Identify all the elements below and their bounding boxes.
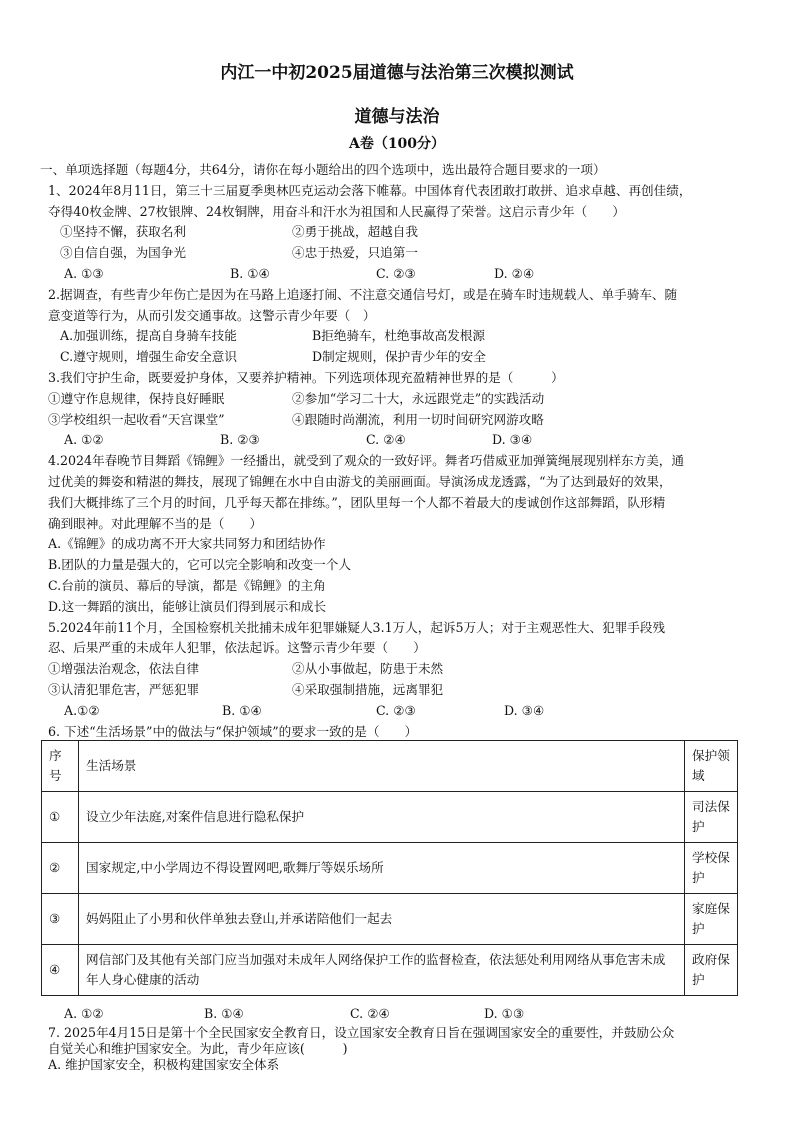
table-cell-scene: 国家规定,中小学周边不得设置网吧,歌舞厅等娱乐场所 [79, 843, 685, 894]
q3-item-2: ②参加“学习二十大，永远跟党走”的实践活动 [292, 390, 545, 406]
q5-item-3: ③认清犯罪危害，严惩犯罪 [48, 681, 200, 697]
table-row [42, 792, 738, 843]
q3-item-4: ④跟随时尚潮流，利用一切时间研究网游攻略 [292, 411, 544, 427]
q1-option-a: A. ①③ [64, 265, 104, 281]
q1-item-4: ④忠于热爱，只追第一 [292, 245, 418, 261]
q2-option-a: A.加强训练，提高自身骑车技能 [60, 328, 237, 344]
table-cell-scene: 网信部门及其他有关部门应当加强对未成年人网络保护工作的监督检查，依法惩处利用网络从事危害未成年人身心健康的活动 [79, 945, 685, 996]
q4-option-d: D.这一舞蹈的演出，能够让演员们得到展示和成长 [48, 598, 327, 614]
q1-item-1: ①坚持不懈，获取名利 [60, 224, 186, 240]
q3-option-d: D. ③④ [492, 432, 533, 448]
q5-option-a: A.①② [64, 702, 100, 718]
q2-option-c: C.遵守规则，增强生命安全意识 [60, 349, 237, 365]
table-header-scene: 生活场景 [79, 741, 685, 792]
table-row [42, 945, 738, 996]
q1-item-3: ③自信自强，为国争光 [60, 245, 186, 261]
q6-table [41, 740, 738, 996]
q2-option-b: B拒绝骑车，杜绝事故高发根源 [312, 328, 485, 344]
table-cell-index: ④ [42, 945, 79, 996]
q3-option-c: C. ②④ [366, 432, 406, 448]
table-cell-index: ① [42, 792, 79, 843]
q3-option-a: A. ①② [64, 432, 104, 448]
table-cell-domain: 家庭保护 [685, 894, 738, 945]
after-table [48, 1004, 756, 1073]
table-row [42, 843, 738, 894]
exam-title: 内江一中初2025届道德与法治第三次模拟测试 [220, 63, 574, 83]
q1-stem-1: 1、2024年8月11日，第三十三届夏季奥林匹克运动会落下帷幕。中国体育代表团敢打敢拼、追求卓越、再创佳绩， [48, 182, 692, 198]
q1-stem-2: 夺得40枚金牌、27枚银牌、24枚铜牌，用奋斗和汗水为祖国和人民赢得了荣誉。这启示青少年（ ） [48, 203, 626, 219]
table-header-domain: 保护领域 [685, 741, 738, 792]
q1-item-2: ②勇于挑战，超越自我 [292, 224, 418, 240]
instructions: 一、单项选择题（每题4分，共64分，请你在每小题给出的四个选项中，选出最符合题目要求的一项） [40, 162, 606, 177]
q5-stem-1: 5.2024年前11个月，全国检察机关批捕未成年犯罪嫌疑人3.1万人，起诉5万人；对于主观恶性大、犯罪手段残 [48, 619, 666, 635]
q1-option-b: B. ①④ [230, 265, 270, 281]
q7-stem-2: 自觉关心和维护国家安全。为此，青少年应该( ) [48, 1040, 348, 1056]
table-cell-index: ③ [42, 894, 79, 945]
q3-item-3: ③学校组织一起收看“天宫课堂” [48, 411, 225, 427]
table-cell-domain: 学校保护 [685, 843, 738, 894]
q4-option-c: C.台前的演员、幕后的导演，都是《锦鲤》的主角 [48, 577, 326, 593]
table-row [42, 894, 738, 945]
q3-stem: 3.我们守护生命，既要爱护身体，又要养护精神。下列选项体现充盈精神世界的是（ ） [48, 369, 564, 385]
q1-option-d: D. ②④ [494, 265, 535, 281]
q4-option-a: A.《锦鲤》的成功离不开大家共同努力和团结协作 [48, 536, 326, 552]
q5-stem-2: 忍、后果严重的未成年人犯罪，依法起诉。这警示青少年要（ ） [48, 640, 426, 656]
table-cell-scene: 设立少年法庭,对案件信息进行隐私保护 [79, 792, 685, 843]
q7-stem-1: 7. 2025年4月15日是第十个全民国家安全教育日，设立国家安全教育日旨在强调国家安全的重要性，并鼓励公众 [48, 1024, 675, 1040]
q2-option-d: D制定规则，保护青少年的安全 [312, 349, 486, 365]
q3-option-b: B. ②③ [220, 432, 260, 448]
q5-option-c: C. ②③ [376, 702, 416, 718]
q5-option-b: B. ①④ [222, 702, 262, 718]
q4-stem-4: 确到眼神。对此理解不当的是（ ） [48, 515, 263, 531]
questions [40, 160, 756, 742]
q2-stem-2: 意变道等行为，从而引发交通事故。这警示青少年要（ ） [48, 307, 376, 323]
q6-option-a: A. ①② [64, 1006, 104, 1021]
table-cell-domain: 政府保护 [685, 945, 738, 996]
q4-stem-1: 4.2024年春晚节目舞蹈《锦鲤》一经播出，就受到了观众的一致好评。舞者巧借威亚加弹簧绳展现别样东方美，通 [48, 453, 684, 469]
section-title: A卷（100分） [348, 136, 446, 152]
q5-option-d: D. ③④ [504, 702, 545, 718]
q7-option-a: A. 维护国家安全，积极构建国家安全体系 [48, 1056, 280, 1072]
q4-option-b: B.团队的力量是强大的，它可以完全影响和改变一个人 [48, 557, 351, 573]
table-header-row [42, 741, 738, 792]
q6-option-d: D. ①③ [484, 1006, 525, 1021]
q4-stem-3: 我们大概排练了三个月的时间，几乎每天都在排练。”，团队里每一个人都不着最大的虔诚创作这部舞蹈，队形精 [48, 494, 666, 510]
q4-stem-2: 过优美的舞姿和精湛的舞技，展现了锦鲤在水中自由游戈的美丽画面。导演汤成龙透露，“为了达到最好的效果， [48, 473, 672, 489]
q2-stem-1: 2.据调查，有些青少年伤亡是因为在马路上追逐打闹、不注意交通信号灯，或是在骑车时违规载人、单手骑车、随 [48, 286, 678, 302]
q6-option-c: C. ②④ [350, 1006, 390, 1021]
table-cell-domain: 司法保护 [685, 792, 738, 843]
subject-title: 道德与法治 [354, 107, 440, 127]
table-header-index: 序号 [42, 741, 79, 792]
q1-option-c: C. ②③ [376, 265, 416, 281]
q5-item-4: ④采取强制措施，远离罪犯 [292, 681, 444, 697]
table-cell-scene: 妈妈阻止了小男和伙伴单独去登山,并承诺陪他们一起去 [79, 894, 685, 945]
table-cell-index: ② [42, 843, 79, 894]
q3-item-1: ①遵守作息规律，保持良好睡眠 [48, 390, 225, 406]
q6-stem: 6. 下述“生活场景”中的做法与“保护领域”的要求一致的是（ ） [48, 723, 418, 739]
q6-option-b: B. ①④ [204, 1006, 244, 1021]
q5-item-2: ②从小事做起，防患于未然 [292, 661, 444, 677]
q5-item-1: ①增强法治观念，依法自律 [48, 661, 200, 677]
